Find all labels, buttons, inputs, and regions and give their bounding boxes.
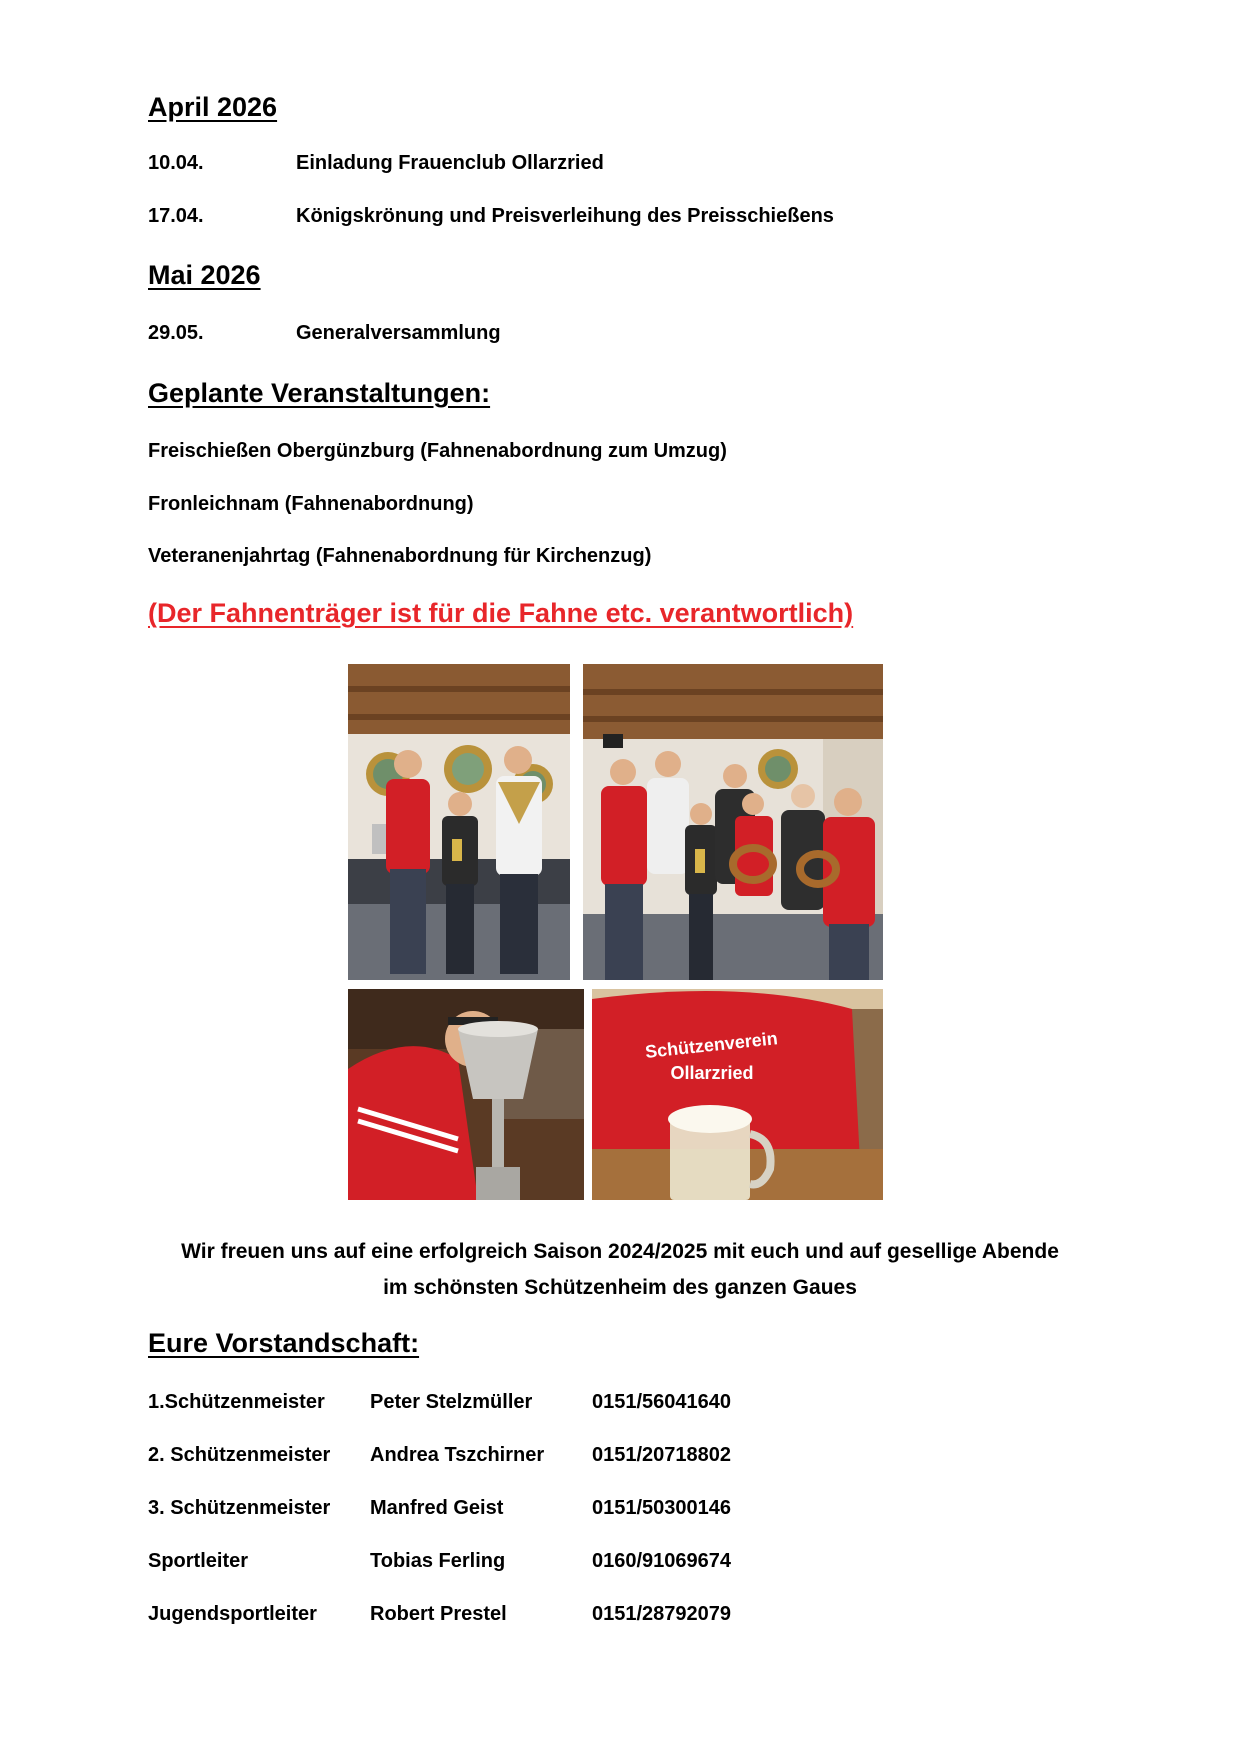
event-date: 10.04.	[148, 152, 204, 174]
group-photo	[583, 664, 883, 980]
member-phone: 0151/20718802	[592, 1444, 732, 1466]
event-title: Königskrönung und Preisverleihung des Preisschießens	[296, 205, 834, 227]
member-name: Tobias Ferling	[370, 1550, 506, 1572]
closing-line2: im schönsten Schützenheim des ganzen Gaues	[383, 1276, 857, 1299]
member-role: 1.Schützenmeister	[148, 1391, 325, 1413]
flag-bearer-notice: (Der Fahnenträger ist für die Fahne etc. verantwortlich)	[148, 598, 854, 628]
planned-item: Veteranenjahrtag (Fahnenabordnung für Kirchenzug)	[148, 545, 652, 567]
member-phone: 0151/56041640	[592, 1391, 732, 1413]
member-role: 2. Schützenmeister	[148, 1444, 331, 1466]
planned-heading: Geplante Veranstaltungen:	[148, 378, 491, 408]
planned-item: Freischießen Obergünzburg (Fahnenabordnung zum Umzug)	[148, 440, 727, 462]
board-member-row	[148, 1497, 848, 1523]
shirt-text-line2: Ollarzried	[670, 1063, 754, 1083]
member-phone: 0151/28792079	[592, 1603, 732, 1625]
event-title: Generalversammlung	[296, 322, 501, 344]
member-phone: 0151/50300146	[592, 1497, 732, 1519]
closing-text	[120, 1234, 1120, 1306]
member-name: Peter Stelzmüller	[370, 1391, 533, 1413]
mai-heading: Mai 2026	[148, 260, 261, 290]
closing-line1: Wir freuen uns auf eine erfolgreich Saison 2024/2025 mit euch und auf gesellige Abende	[181, 1240, 1059, 1263]
event-title: Einladung Frauenclub Ollarzried	[296, 152, 604, 174]
board-heading: Eure Vorstandschaft:	[148, 1328, 420, 1358]
planned-item: Fronleichnam (Fahnenabordnung)	[148, 493, 474, 515]
member-role: Jugendsportleiter	[148, 1603, 317, 1625]
member-phone: 0160/91069674	[592, 1550, 732, 1572]
member-role: 3. Schützenmeister	[148, 1497, 331, 1519]
member-name: Robert Prestel	[370, 1603, 507, 1625]
board-member-row	[148, 1391, 848, 1417]
kings-photo	[348, 664, 570, 980]
board-member-row	[148, 1444, 848, 1470]
shirt-text-line1: Schützenverein	[644, 1028, 779, 1062]
shirt-back-photo	[592, 989, 883, 1200]
board-member-row	[148, 1550, 848, 1576]
member-name: Manfred Geist	[370, 1497, 504, 1519]
member-role: Sportleiter	[148, 1550, 249, 1572]
board-member-row	[148, 1603, 848, 1629]
event-date: 17.04.	[148, 205, 204, 227]
trophy-photo	[348, 989, 584, 1200]
event-date: 29.05.	[148, 322, 204, 344]
april-heading: April 2026	[148, 92, 278, 122]
member-name: Andrea Tszchirner	[370, 1444, 545, 1466]
